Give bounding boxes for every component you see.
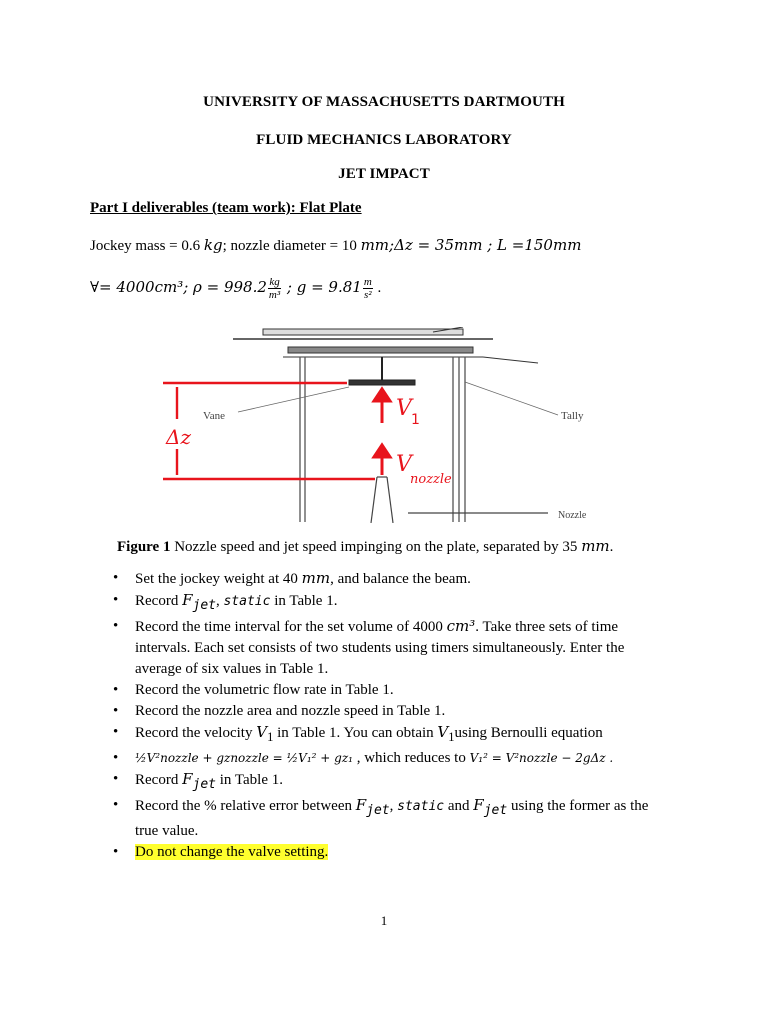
list-item: • Record the % relative error between $F_{jet}$, static and $F_{jet}$ using the former as the true value.: [113, 795, 673, 842]
delta-z-dimension: [163, 383, 375, 479]
velocity-v1-arrow: [374, 389, 390, 423]
list-item: • Record the volumetric flow rate in Table 1.: [113, 680, 673, 701]
page-number: 1: [380, 913, 388, 928]
gravity-unit-fraction: $\frac{m}{\text{s²}}$: [363, 276, 372, 301]
list-item: [113, 842, 673, 863]
v1-label: V: [396, 396, 412, 421]
vane-label: Vane: [203, 410, 225, 422]
apparatus-beam: [233, 327, 538, 363]
list-item: • Record the velocity $V_1$ in Table 1. You can obtain $V_1using$ Bernoulli equation: [113, 722, 673, 748]
figure-caption: Figure 1 Nozzle speed and jet speed impinging on the plate, separated by 35 mm.: [117, 537, 614, 555]
vnozzle-subscript: nozzle: [410, 472, 452, 487]
parameters-line-1: Jockey mass = 0.6 kg; nozzle diameter = 10 mm;Δz = 35mm ; L =150mm: [90, 236, 582, 254]
tally-label: Tally: [561, 410, 584, 422]
list-item: • Record the time interval for the set volume of 4000 cm³. Take three sets of time intervals. Each set consists of two students using timers simultaneously. Enter the average of six values in Table 1.: [113, 616, 673, 680]
list-item: • Record $F_{jet}$, static in Table 1.: [113, 590, 673, 616]
list-item: • Record $F_{jet}$ in Table 1.: [113, 769, 673, 795]
list-item: • Set the jockey weight at 40 mm, and balance the beam.: [113, 568, 673, 590]
vnozzle-label: V: [396, 452, 412, 477]
bernoulli-equation-line: • ½V²nozzle + gznozzle = ½V₁² + gz₁ , which reduces to V₁² = V²nozzle − 2gΔz .: [113, 748, 673, 769]
v1-subscript: 1: [411, 412, 420, 428]
velocity-nozzle-arrow: [374, 445, 390, 475]
highlighted-warning: Do not change the valve setting.: [135, 844, 329, 860]
vane-plate: [349, 357, 415, 385]
section-title: Part I deliverables (team work): Flat Plate: [90, 200, 362, 216]
nozzle-label: Nozzle: [558, 510, 587, 521]
parameters-line-2: ∀= 4000cm³; ρ = 998.2 $\frac{kg}{\text{m³}}$ ; g = 9.81 $\frac{m}{\text{s²}}$ .: [90, 276, 382, 301]
delta-z-label: Δz: [166, 425, 191, 449]
experiment-heading: JET IMPACT: [338, 166, 430, 182]
instructions-list: [113, 568, 673, 863]
lab-heading: FLUID MECHANICS LABORATORY: [256, 132, 512, 148]
list-item: • Record the nozzle area and nozzle speed in Table 1.: [113, 701, 673, 722]
university-heading: UNIVERSITY OF MASSACHUSETTS DARTMOUTH: [203, 94, 565, 110]
density-unit-fraction: $\frac{kg}{\text{m³}}$: [268, 276, 281, 301]
jet-impact-figure: [163, 327, 601, 523]
